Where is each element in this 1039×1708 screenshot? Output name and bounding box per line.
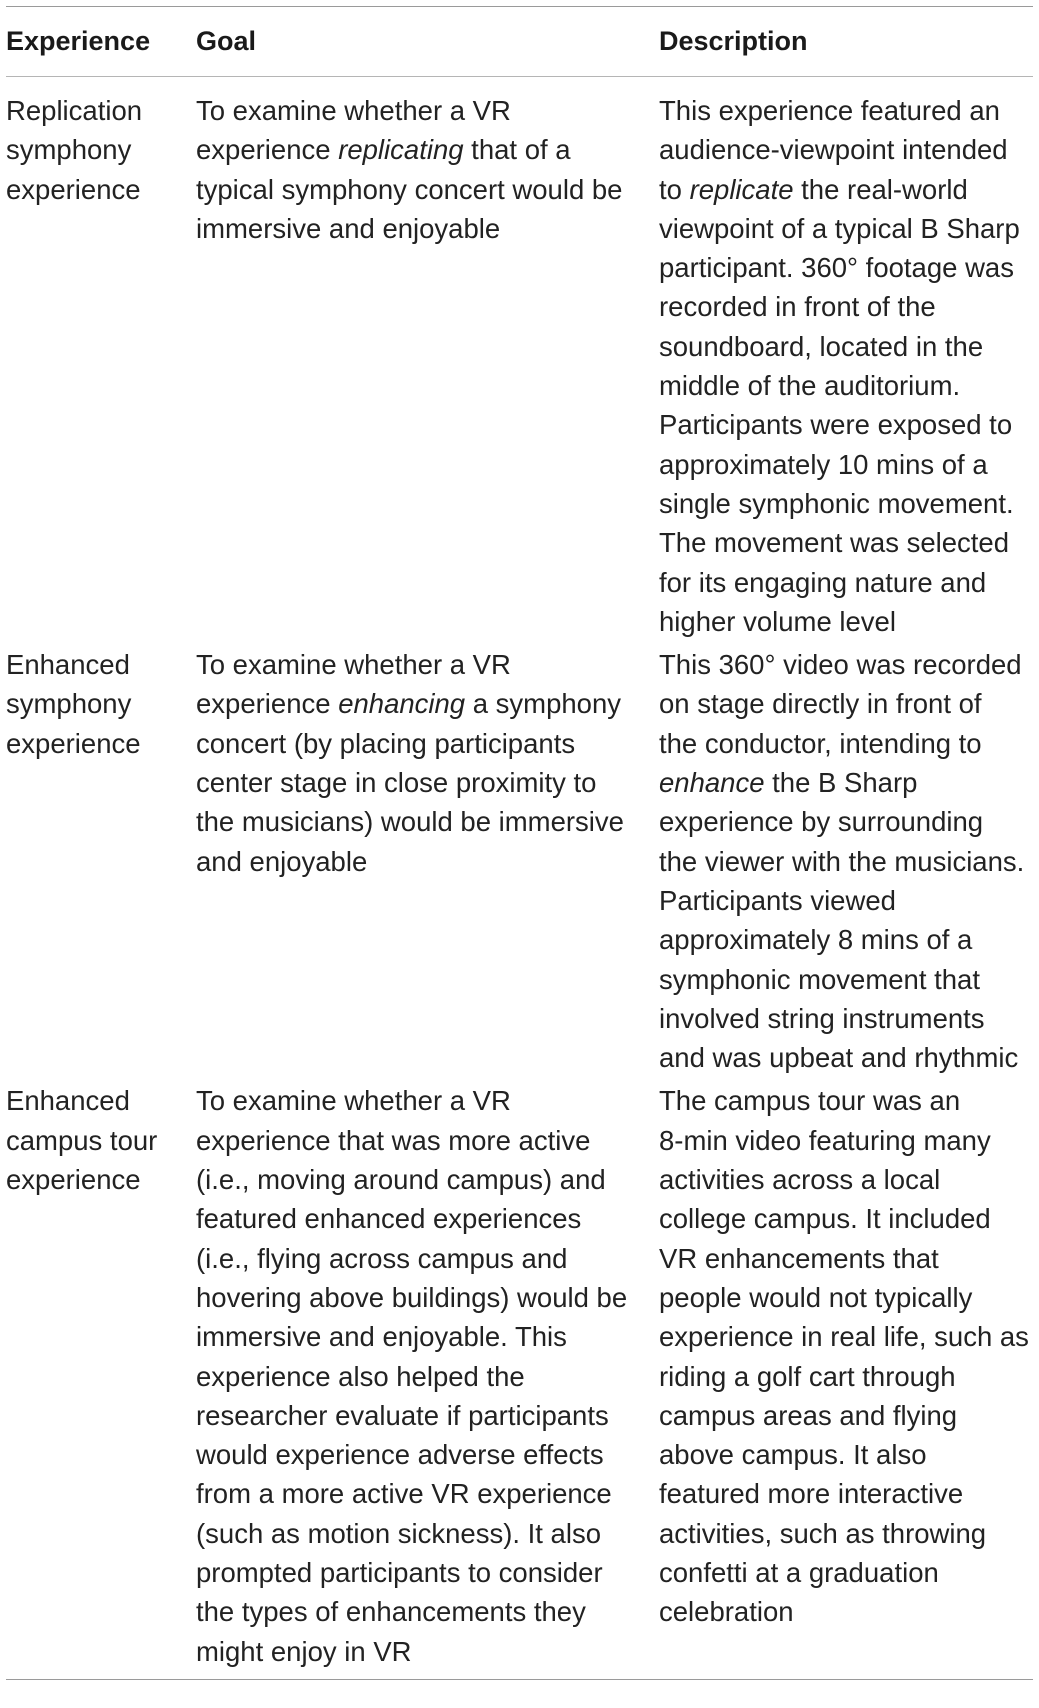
goal-cell <box>196 91 659 248</box>
goal-cell: To examine whether a VR experience that was more active (i.e., moving around campus) and featured enhanced experiences (i.e., flying across campus and hovering above buildings) would be immersive and enjoyable. This experience also helped the researcher evaluate if participants would experience adverse effects from a more active VR experience (such as motion sickness). It also prompted participants to consider the types of enhancements they might enjoy in VR <box>196 1085 628 1667</box>
experience-cell: Enhanced campus tour experience <box>6 1085 158 1196</box>
goal-text: that of a typical symphony concert would be immersive and enjoyable <box>196 134 623 244</box>
experience-cell: Enhanced symphony experience <box>6 649 141 759</box>
table-row <box>6 1077 1033 1678</box>
description-text: This 360° video was recorded on stage directly in front of the conductor, intending to <box>659 649 1022 759</box>
table-bottom-rule <box>6 1679 1033 1680</box>
table-row <box>6 641 1033 1077</box>
description-cell <box>659 645 1033 1077</box>
table-row <box>6 77 1033 641</box>
goal-text: To examine whether a VR experience <box>196 649 511 720</box>
description-text: This experience featured an audience-viewpoint intended to <box>659 95 1008 205</box>
experience-cell: Replication symphony experience <box>6 95 143 205</box>
goal-cell <box>196 645 659 881</box>
description-text: the real-world viewpoint of a typical B Sharp participant. 360° footage was recorded in front of the soundboard, located in the middle of the auditorium. Participants were exposed to approximately 10 mins of a single symphonic movement. The movement was selected for its engaging nature and higher volume level <box>659 173 1020 637</box>
table-header-row <box>6 7 1033 76</box>
goal-text: a symphony concert (by placing participants center stage in close proximity to the musicians) would be immersive and enjoyable <box>196 688 624 877</box>
goal-emphasis: enhancing <box>338 688 466 720</box>
description-text: the B Sharp experience by surrounding the viewer with the musicians. Participants viewed approximately 8 mins of a symphonic movement that involved string instruments and was upbeat and rhythmic <box>659 767 1025 1074</box>
experience-table <box>6 6 1033 1680</box>
goal-emphasis: replicating <box>338 134 464 166</box>
header-description: Description <box>659 25 808 56</box>
description-cell: The campus tour was an 8-min video featuring many activities across a local college campus. It included VR enhancements that people would not typically experience in real life, such as riding a golf cart through campus areas and flying above campus. It also featured more interactive activities, such as throwing confetti at a graduation celebration <box>659 1085 1029 1628</box>
description-cell <box>659 91 1033 641</box>
header-experience: Experience <box>6 25 151 56</box>
goal-text: To examine whether a VR experience <box>196 95 511 166</box>
header-goal: Goal <box>196 25 257 56</box>
description-emphasis: replicate <box>689 173 794 205</box>
description-emphasis: enhance <box>659 767 765 799</box>
